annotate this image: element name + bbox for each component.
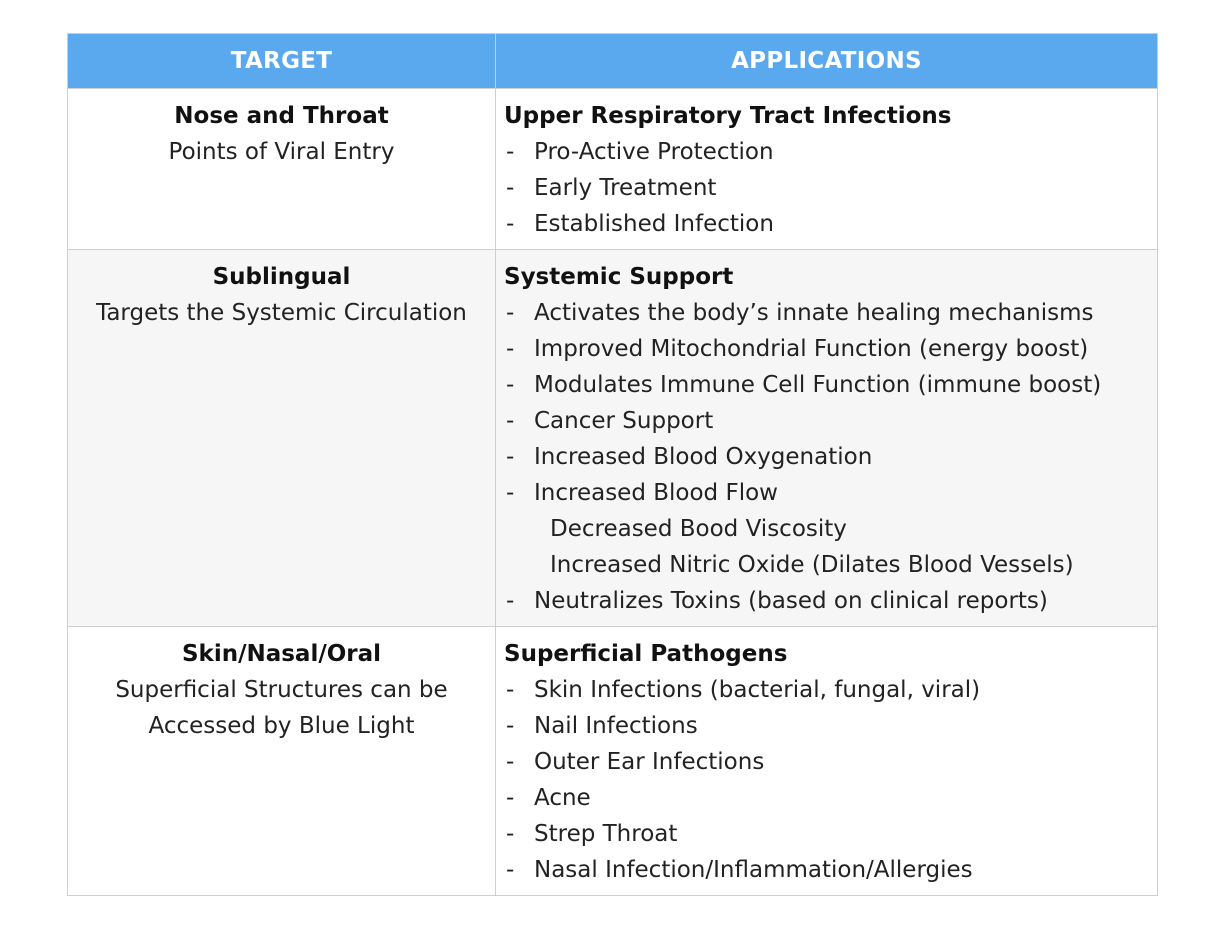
applications-cell (496, 250, 1158, 627)
list-item: - Outer Ear Infections (506, 749, 765, 775)
target-cell (68, 627, 496, 896)
target-title: Nose and Throat (174, 103, 389, 129)
target-cell (68, 89, 496, 250)
applications-table (67, 33, 1158, 896)
application-title: Superficial Pathogens (504, 641, 788, 667)
target-description: Targets the Systemic Circulation (96, 300, 467, 326)
list-item: - Skin Infections (bacterial, fungal, viral) (506, 677, 981, 703)
target-description: Superficial Structures can be (115, 677, 448, 703)
sub-list-item: Decreased Bood Viscosity (550, 516, 847, 542)
list-item: - Early Treatment (506, 175, 717, 201)
list-item: - Pro-Active Protection (506, 139, 774, 165)
table-header-row (68, 34, 1158, 89)
application-title: Systemic Support (504, 264, 734, 290)
target-title: Skin/Nasal/Oral (181, 641, 382, 667)
list-item: - Cancer Support (506, 408, 714, 434)
target-title: Sublingual (212, 264, 351, 290)
target-cell (68, 250, 496, 627)
list-item: - Strep Throat (506, 821, 678, 847)
list-item: - Increased Blood Oxygenation (506, 444, 873, 470)
application-title: Upper Respiratory Tract Infections (504, 103, 952, 129)
list-item: - Acne (506, 785, 591, 811)
list-item: - Improved Mitochondrial Function (energy boost) (506, 336, 1089, 362)
target-description: Points of Viral Entry (168, 139, 395, 165)
list-item: - Activates the body’s innate healing mechanisms (506, 300, 1094, 326)
applications-cell (496, 89, 1158, 250)
list-item: - Nail Infections (506, 713, 698, 739)
table-row (68, 250, 1158, 627)
list-item: - Nasal Infection/Inflammation/Allergies (506, 857, 973, 883)
table-row (68, 627, 1158, 896)
list-item: - Established Infection (506, 211, 774, 237)
list-item: - Increased Blood Flow (506, 480, 778, 506)
header-applications: APPLICATIONS (496, 34, 1158, 89)
table-row (68, 89, 1158, 250)
header-target: TARGET (68, 34, 496, 89)
list-item: - Neutralizes Toxins (based on clinical reports) (506, 588, 1048, 614)
sub-list-item: Increased Nitric Oxide (Dilates Blood Vessels) (550, 552, 1074, 578)
list-item: - Modulates Immune Cell Function (immune boost) (506, 372, 1102, 398)
applications-cell (496, 627, 1158, 896)
target-description: Accessed by Blue Light (148, 713, 415, 739)
